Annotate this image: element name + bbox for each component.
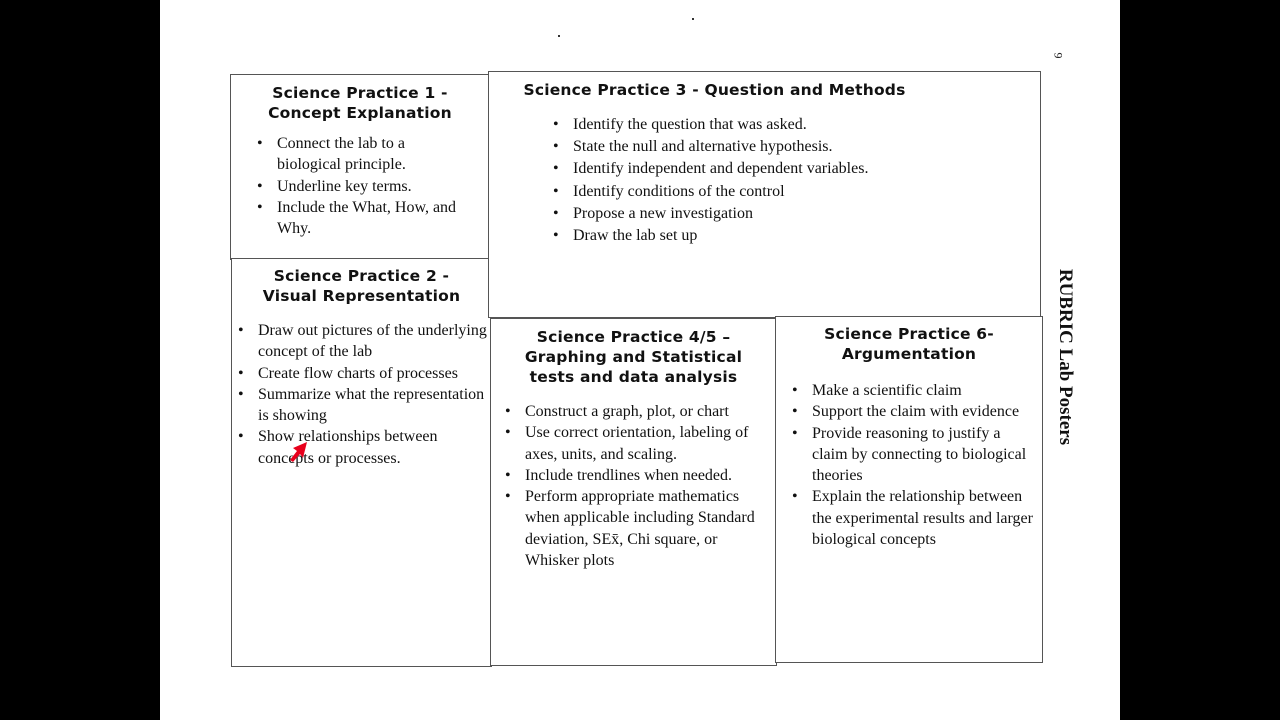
list-item: • Make a scientific claim bbox=[790, 380, 1035, 401]
list-item: • Underline key terms. bbox=[255, 176, 470, 197]
list-item: • Perform appropriate mathematics when applicable including Standard deviation, SEx̄, Chi square, or Whisker plots bbox=[503, 486, 773, 571]
list-item: • State the null and alternative hypothesis. bbox=[551, 136, 1001, 158]
cell-practice-6 bbox=[775, 316, 1043, 663]
pointer-cursor-icon bbox=[287, 440, 311, 464]
page-number: 9 bbox=[1051, 52, 1066, 59]
side-title: RUBRIC Lab Posters bbox=[1055, 268, 1076, 446]
cell-heading: Science Practice 6- Argumentation bbox=[824, 325, 994, 363]
cell-heading: Science Practice 4/5 – Graphing and Statistical tests and data analysis bbox=[524, 328, 743, 386]
cell-heading: Science Practice 2 - Visual Representation bbox=[262, 267, 461, 305]
list-item: • Support the claim with evidence bbox=[790, 401, 1035, 422]
list-item: • Identify the question that was asked. bbox=[551, 114, 1001, 136]
list-item: • Identify independent and dependent variables. bbox=[551, 158, 1001, 180]
list-item: • Connect the lab to a biological principle. bbox=[255, 133, 470, 176]
list-item: • Include trendlines when needed. bbox=[503, 465, 773, 486]
cell-practice-1 bbox=[230, 74, 490, 260]
list-item: • Summarize what the representation is showing bbox=[236, 384, 488, 427]
list-item: • Include the What, How, and Why. bbox=[255, 197, 470, 240]
list-item: • Show relationships between concepts or processes. bbox=[236, 426, 488, 469]
criteria-list bbox=[236, 320, 488, 469]
list-item: • Draw the lab set up bbox=[551, 225, 1001, 247]
list-item: • Use correct orientation, labeling of axes, units, and scaling. bbox=[503, 422, 773, 465]
list-item: • Draw out pictures of the underlying concept of the lab bbox=[236, 320, 488, 363]
criteria-list bbox=[551, 114, 1001, 247]
list-item: • Explain the relationship between the experimental results and larger biological concepts bbox=[790, 486, 1035, 550]
list-item: • Create flow charts of processes bbox=[236, 363, 488, 384]
list-item: • Construct a graph, plot, or chart bbox=[503, 401, 773, 422]
cell-practice-4-5 bbox=[490, 318, 777, 666]
cell-heading: Science Practice 3 - Question and Methods bbox=[523, 81, 906, 99]
list-item: • Propose a new investigation bbox=[551, 203, 1001, 225]
criteria-list bbox=[255, 133, 470, 239]
cell-practice-2 bbox=[231, 258, 492, 667]
speck bbox=[692, 18, 694, 20]
criteria-list bbox=[790, 380, 1035, 550]
list-item: • Identify conditions of the control bbox=[551, 181, 1001, 203]
criteria-list bbox=[503, 401, 773, 571]
cell-heading: Science Practice 1 - Concept Explanation bbox=[268, 84, 452, 122]
cell-practice-3 bbox=[488, 71, 1041, 318]
list-item: • Provide reasoning to justify a claim by connecting to biological theories bbox=[790, 423, 1035, 487]
speck bbox=[558, 35, 560, 37]
